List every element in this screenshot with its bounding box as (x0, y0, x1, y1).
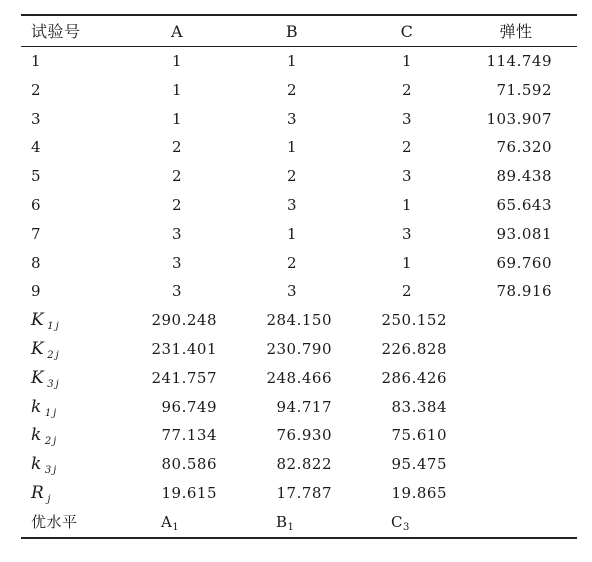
level-c: 3 (401, 167, 413, 186)
header-elasticity: 弹性 (499, 22, 533, 41)
stat-b: 94.717 (276, 397, 332, 416)
level-a: 3 (171, 224, 183, 243)
stat-row (21, 306, 577, 335)
stat-subscript: 3j (47, 378, 61, 390)
trial-id: 4 (31, 138, 42, 157)
stat-row (21, 364, 577, 393)
optimal-row (21, 508, 577, 537)
optimal-b (276, 508, 294, 543)
level-b: 3 (286, 282, 298, 301)
level-b: 3 (286, 109, 298, 128)
table-row (21, 133, 577, 162)
stat-c: 286.426 (381, 368, 447, 387)
elasticity-value: 114.749 (486, 52, 552, 70)
optimal-c (391, 508, 410, 543)
header-a: A (170, 22, 184, 41)
header-c: C (400, 22, 414, 41)
optimal-a-sub: 1 (172, 521, 180, 533)
level-c: 2 (401, 80, 413, 99)
optimal-label: 优水平 (31, 512, 78, 531)
elasticity-value: 76.320 (496, 138, 552, 157)
stat-a: 19.615 (161, 483, 217, 502)
stat-b: 248.466 (266, 368, 332, 387)
header-trial-no: 试验号 (31, 22, 81, 41)
trial-id: 5 (31, 167, 42, 186)
level-c: 1 (401, 253, 413, 272)
level-a: 1 (171, 52, 183, 70)
stat-subscript: 2j (44, 436, 59, 448)
stat-c: 95.475 (391, 455, 447, 474)
stat-row (21, 450, 577, 479)
stat-subscript: 1j (47, 321, 61, 333)
table-row (21, 220, 577, 249)
optimal-c-sub: 3 (402, 521, 410, 533)
level-b: 1 (286, 224, 298, 243)
table-row (21, 249, 577, 278)
level-a: 1 (171, 80, 183, 99)
stat-subscript: 1j (44, 407, 59, 419)
stat-b: 284.150 (266, 311, 332, 330)
level-b: 1 (286, 52, 298, 70)
stat-a: 77.134 (161, 426, 217, 445)
level-a: 3 (171, 253, 183, 272)
trial-id: 3 (31, 109, 42, 128)
level-a: 2 (171, 138, 183, 157)
optimal-a (161, 508, 179, 543)
table-row (21, 105, 577, 134)
stat-b: 17.787 (276, 483, 332, 502)
stat-subscript: 2j (47, 349, 61, 361)
stat-c: 19.865 (391, 483, 447, 502)
stat-symbol: K (31, 338, 45, 359)
stat-a: 80.586 (161, 455, 217, 474)
bottom-rule (21, 537, 577, 539)
optimal-b-sub: 1 (287, 521, 295, 533)
stat-subscript: 3j (44, 465, 59, 477)
level-c: 2 (401, 282, 413, 301)
trial-id: 1 (31, 52, 42, 70)
stat-symbol: k (31, 425, 42, 446)
level-c: 1 (401, 195, 413, 214)
stat-row (21, 421, 577, 450)
table-row (21, 76, 577, 105)
stat-a: 231.401 (151, 339, 217, 358)
stat-c: 83.384 (391, 397, 447, 416)
stat-a: 96.749 (161, 397, 217, 416)
trial-id: 6 (31, 195, 42, 214)
elasticity-value: 93.081 (496, 224, 552, 243)
table-row (21, 277, 577, 306)
table-row (21, 191, 577, 220)
stat-symbol: R (31, 482, 45, 503)
level-c: 3 (401, 109, 413, 128)
level-a: 2 (171, 167, 183, 186)
stat-row (21, 335, 577, 364)
stat-row (21, 393, 577, 422)
stat-symbol: k (31, 454, 42, 475)
elasticity-value: 69.760 (496, 253, 552, 272)
level-b: 1 (286, 138, 298, 157)
stat-symbol: K (31, 310, 45, 331)
level-b: 2 (286, 80, 298, 99)
trial-id: 2 (31, 80, 42, 99)
stat-a: 290.248 (151, 311, 217, 330)
elasticity-value: 89.438 (496, 167, 552, 186)
level-c: 3 (401, 224, 413, 243)
elasticity-value: 78.916 (496, 282, 552, 301)
elasticity-value: 65.643 (496, 195, 552, 214)
optimal-b-letter: B (276, 512, 288, 531)
stat-c: 75.610 (391, 426, 447, 445)
stat-c: 250.152 (381, 311, 447, 330)
level-c: 2 (401, 138, 413, 157)
level-a: 3 (171, 282, 183, 301)
stat-row (21, 479, 577, 508)
level-a: 1 (171, 109, 183, 128)
optimal-a-letter: A (161, 512, 173, 531)
stat-symbol: k (31, 396, 42, 417)
header-row (21, 16, 577, 46)
table-row (21, 47, 577, 76)
level-b: 2 (286, 167, 298, 186)
elasticity-value: 71.592 (496, 80, 552, 99)
level-c: 1 (401, 52, 413, 70)
stat-subscript: j (47, 493, 53, 505)
elasticity-value: 103.907 (486, 109, 552, 128)
stat-symbol: K (31, 367, 45, 388)
table-body (21, 47, 577, 537)
level-a: 2 (171, 195, 183, 214)
trial-id: 9 (31, 282, 42, 301)
trial-id: 8 (31, 253, 42, 272)
stat-a: 241.757 (151, 368, 217, 387)
level-b: 3 (286, 195, 298, 214)
stat-c: 226.828 (381, 339, 447, 358)
optimal-c-letter: C (391, 512, 403, 531)
level-b: 2 (286, 253, 298, 272)
results-table (21, 14, 577, 539)
trial-id: 7 (31, 224, 42, 243)
table-row (21, 162, 577, 191)
stat-b: 82.822 (276, 455, 332, 474)
stat-b: 230.790 (266, 339, 332, 358)
header-b: B (285, 22, 299, 41)
stat-b: 76.930 (276, 426, 332, 445)
